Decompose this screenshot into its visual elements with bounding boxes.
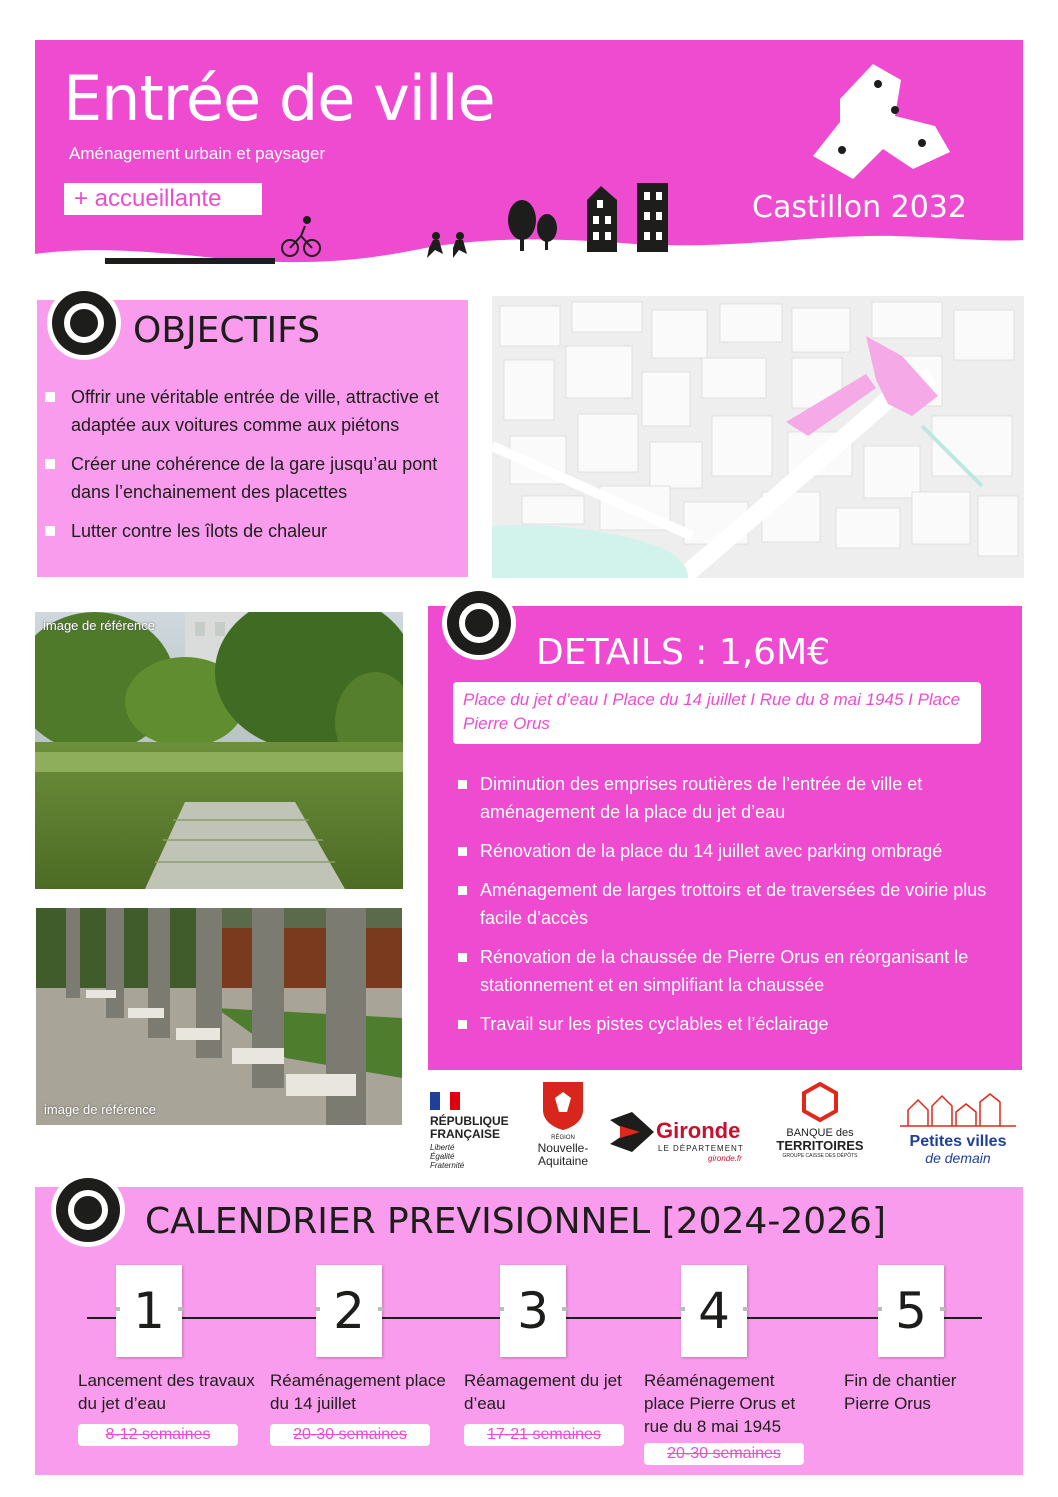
pvd-text-line1: Petites villes (909, 1133, 1007, 1150)
step-number: 3 (500, 1265, 566, 1357)
step-duration: 20-30 semaines (644, 1443, 804, 1465)
step-label: Réamagement du jet d’eau (464, 1371, 622, 1413)
step-number: 5 (878, 1265, 944, 1357)
gironde-subtitle: LE DÉPARTEMENT (658, 1144, 744, 1153)
step-number: 2 (316, 1265, 382, 1357)
details-section (428, 606, 1022, 1070)
banque-text-line3: GROUPE CAISSE DES DÉPÔTS (782, 1153, 858, 1159)
region-small-text: RÉGION (551, 1135, 575, 1141)
step-duration: 20-30 semaines (270, 1424, 430, 1446)
logo-nouvelle-aquitaine (528, 1080, 598, 1168)
reference-photo-park (35, 612, 403, 889)
tag-badge: + accueillante (64, 183, 262, 215)
rf-text-line1: RÉPUBLIQUE (430, 1114, 509, 1128)
banque-text-line1: BANQUE des (786, 1127, 854, 1139)
target-icon (47, 286, 121, 360)
list-item: Rénovation de la place du 14 juillet avec parking ombragé (458, 837, 1018, 865)
partner-logos (428, 1080, 1028, 1172)
park-illustration (35, 612, 403, 889)
objectifs-title: OBJECTIFS (133, 310, 321, 351)
step-label: Fin de chantier Pierre Orus (844, 1371, 957, 1413)
step-label: Lancement des travaux du jet d’eau (78, 1371, 255, 1413)
step-number: 1 (116, 1265, 182, 1357)
trees-illustration (36, 908, 402, 1125)
step-duration: 8-12 semaines (78, 1424, 238, 1446)
fence-icon (105, 258, 275, 264)
banque-text-line2: TERRITOIRES (776, 1138, 864, 1153)
calendar-section (35, 1187, 1023, 1475)
logo-petites-villes-de-demain (893, 1092, 1023, 1166)
marianne-icon (430, 1092, 460, 1110)
page-title: Entrée de ville (63, 62, 495, 135)
step-number: 4 (681, 1265, 747, 1357)
address-box: Place du jet d’eau I Place du 14 juillet I Rue du 8 mai 1945 I Place Pierre Orus (453, 682, 981, 744)
gironde-url: gironde.fr (708, 1154, 742, 1163)
step-duration: 17-21 semaines (464, 1424, 624, 1446)
list-item: Rénovation de la chaussée de Pierre Orus en réorganisant le stationnement et en simplifiant la chaussée (458, 943, 1018, 999)
step-label: Réaménagement place du 14 juillet (270, 1371, 446, 1413)
houses-icon (587, 183, 668, 252)
cyclist-head-icon (303, 216, 311, 224)
region-text-line2: Aquitaine (537, 1154, 589, 1168)
rf-text-line2: FRANÇAISE (430, 1127, 501, 1141)
details-title: DETAILS : 1,6M€ (536, 632, 831, 673)
gironde-name: Gironde (656, 1118, 741, 1143)
region-shield-icon (541, 1080, 585, 1130)
objectifs-list (45, 383, 460, 556)
list-item: Travail sur les pistes cyclables et l’éclairage (458, 1010, 1018, 1038)
target-icon (442, 586, 516, 660)
brand-label: Castillon 2032 (752, 190, 967, 225)
logo-banque-des-territoires (770, 1082, 870, 1160)
page-subtitle: Aménagement urbain et paysager (69, 144, 326, 163)
gironde-arrow-icon (610, 1112, 654, 1160)
photo-caption: image de référence (43, 618, 156, 633)
rf-motto-3: Fraternité (430, 1161, 465, 1170)
pvd-text-line2: de demain (925, 1150, 991, 1166)
list-item: Créer une cohérence de la gare jusqu’au pont dans l’enchainement des placettes (45, 450, 460, 506)
target-icon (51, 1173, 125, 1247)
list-item: Aménagement de larges trottoirs et de traversées de voirie plus facile d’accès (458, 876, 1018, 932)
step-label: Réaménagement place Pierre Orus et rue du 8 mai 1945 (644, 1371, 796, 1436)
site-map-drawing (492, 296, 1024, 578)
cyclist-icon (282, 226, 320, 256)
details-list (458, 770, 1018, 1049)
reference-photo-trees (36, 908, 402, 1125)
photo-caption: image de référence (44, 1102, 157, 1117)
objectifs-section (37, 300, 468, 577)
list-item: Diminution des emprises routières de l’entrée de ville et aménagement de la place du jet d’eau (458, 770, 1018, 826)
rf-motto-1: Liberté (430, 1143, 455, 1152)
banque-hexagon-icon (800, 1082, 840, 1122)
pvd-houses-icon (898, 1092, 1018, 1128)
logo-republique-francaise (430, 1092, 520, 1170)
list-item: Lutter contre les îlots de chaleur (45, 517, 460, 545)
region-text-line1: Nouvelle- (537, 1141, 589, 1155)
site-map (492, 296, 1024, 578)
calendar-title: CALENDRIER PREVISIONNEL [2024-2026] (145, 1201, 886, 1242)
list-item: Offrir une véritable entrée de ville, attractive et adaptée aux voitures comme aux piétons (45, 383, 460, 439)
header-wave-decoration (35, 40, 1023, 272)
rf-motto-2: Égalité (430, 1152, 455, 1161)
header-banner (35, 40, 1023, 272)
